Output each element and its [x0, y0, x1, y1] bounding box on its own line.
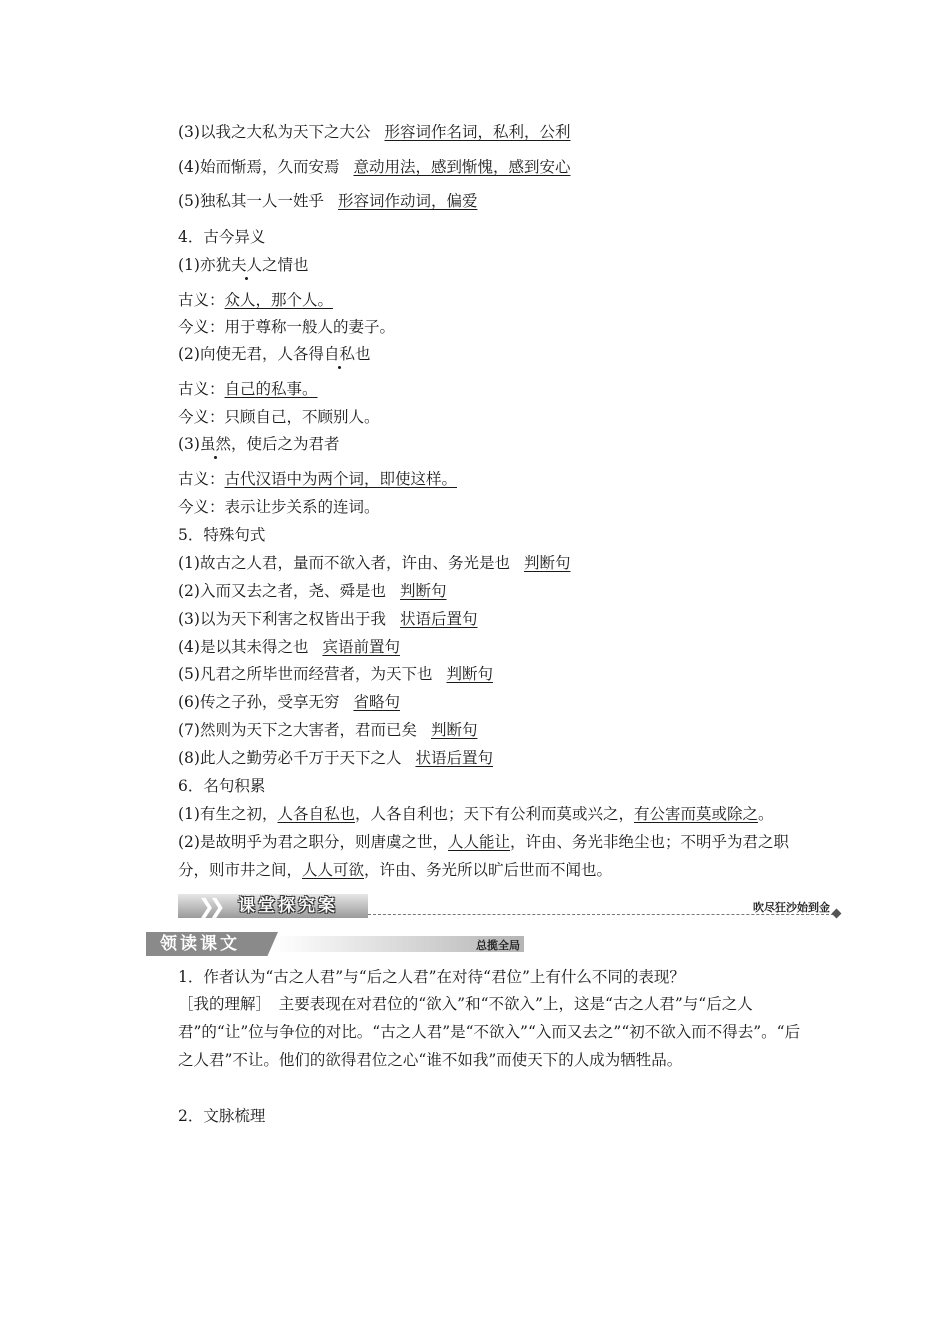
example-sentence: (2)向使无君，人各得自私也	[178, 345, 371, 363]
section-heading: 5．特殊句式	[178, 526, 266, 544]
sentence-pattern-item: (8)此人之勤劳必千万于天下之人 状语后置句	[178, 749, 493, 767]
quote-fill: 人各自私也	[277, 805, 355, 823]
banner-title: 课堂探究案	[238, 896, 338, 916]
quote-fill: 有公害而莫或除之	[634, 805, 759, 823]
question: 2．文脉梳理	[178, 1107, 266, 1125]
usage-answer: 意动用法，感到惭愧，感到安心	[353, 158, 571, 176]
answer-paragraph: ［我的理解］ 主要表现在对君位的“欲入”和“不欲入”上，这是“古之人君”与“后之人君”的“让”位与争位的对比。“古之人君”是“不欲入”“入而又去之”“初不欲入而不得去”。“后之人君”不让。他们的欲得君位之心“谁不如我”而使天下的人成为牺牲品。	[178, 995, 801, 1069]
ancient-meaning-answer: 众人，那个人。	[224, 291, 334, 309]
section-heading: 6．名句积累	[178, 777, 266, 795]
usage-sentence: (4)始而惭焉，久而安焉	[178, 158, 340, 176]
dotted-word: 自私	[323, 345, 355, 363]
ancient-meaning: 古义：古代汉语中为两个词，即使这样。	[178, 470, 458, 488]
pattern-answer: 判断句	[430, 721, 478, 739]
pattern-answer: 宾语前置句	[322, 638, 400, 656]
sentence-pattern-item: (3)以为天下利害之权皆出于我 状语后置句	[178, 610, 478, 628]
usage-item	[178, 156, 570, 178]
ancient-meaning-answer: 自己的私事。	[224, 380, 318, 398]
sentence-pattern-item: (1)故古之人君，量而不欲入者，许由、务光是也 判断句	[178, 554, 571, 572]
subsection-tag: 总揽全局	[476, 939, 520, 952]
double-chevron-icon: ❯❯	[198, 894, 220, 918]
usage-sentence: (3)以我之大私为天下之大公	[178, 123, 371, 141]
pattern-answer: 判断句	[446, 665, 493, 683]
usage-sentence: (5)独私其一人一姓乎	[178, 192, 324, 210]
pattern-answer: 判断句	[523, 554, 571, 572]
example-sentence: (3)虽然，使后之为君者	[178, 435, 340, 453]
modern-meaning: 今义：用于尊称一般人的妻子。	[178, 318, 396, 336]
pattern-answer: 状语后置句	[415, 749, 493, 767]
question: 1．作者认为“古之人君”与“后之人君”在对待“君位”上有什么不同的表现？	[178, 968, 685, 986]
section-heading: 4．古今异义	[178, 228, 266, 246]
usage-item	[178, 190, 477, 212]
sentence-pattern-item: (6)传之子孙，受享无穷 省略句	[178, 693, 400, 711]
example-sentence: (1)亦犹夫人之情也	[178, 256, 309, 274]
banner-slogan: 吹尽狂沙始到金	[753, 901, 830, 914]
section-banner	[178, 894, 840, 920]
ancient-meaning: 古义：众人，那个人。	[178, 291, 334, 309]
sentence-pattern-item: (5)凡君之所毕世而经营者，为天下也 判断句	[178, 665, 493, 683]
usage-item	[178, 121, 570, 143]
modern-meaning: 今义：只顾自己，不顾别人。	[178, 408, 380, 426]
pattern-answer: 省略句	[353, 693, 400, 711]
modern-meaning: 今义：表示让步关系的连词。	[178, 498, 380, 516]
dotted-word: 虽然	[199, 435, 231, 453]
diamond-icon	[832, 909, 842, 919]
subsection-title: 领读课文	[160, 934, 240, 954]
sentence-pattern-item: (7)然则为天下之大害者，君而已矣 判断句	[178, 721, 478, 739]
pattern-answer: 状语后置句	[399, 610, 478, 628]
subsection-banner	[146, 932, 524, 956]
usage-answer: 形容词作动词，偏爱	[337, 192, 478, 210]
pattern-answer: 判断句	[399, 582, 447, 600]
sentence-pattern-item: (2)入而又去之者，尧、舜是也 判断句	[178, 582, 447, 600]
quote-fill: 人人能让	[447, 833, 510, 851]
quote-fill: 人人可欲	[302, 861, 365, 879]
dotted-word: 夫人	[230, 256, 262, 274]
ancient-meaning: 古义：自己的私事。	[178, 380, 318, 398]
usage-answer: 形容词作名词，私利，公利	[384, 123, 571, 141]
sentence-pattern-item: (4)是以其未得之也 宾语前置句	[178, 638, 400, 656]
famous-quote: (1)有生之初，人各自私也，人各自利也；天下有公利而莫或兴之，有公害而莫或除之。	[178, 805, 774, 823]
ancient-meaning-answer: 古代汉语中为两个词，即使这样。	[224, 470, 458, 488]
famous-quote: (2)是故明乎为君之职分，则唐虞之世，人人能让，许由、务光非绝尘也；不明乎为君之职分，则市井之间，人人可欲，许由、务光所以旷后世而不闻也。	[178, 833, 789, 879]
